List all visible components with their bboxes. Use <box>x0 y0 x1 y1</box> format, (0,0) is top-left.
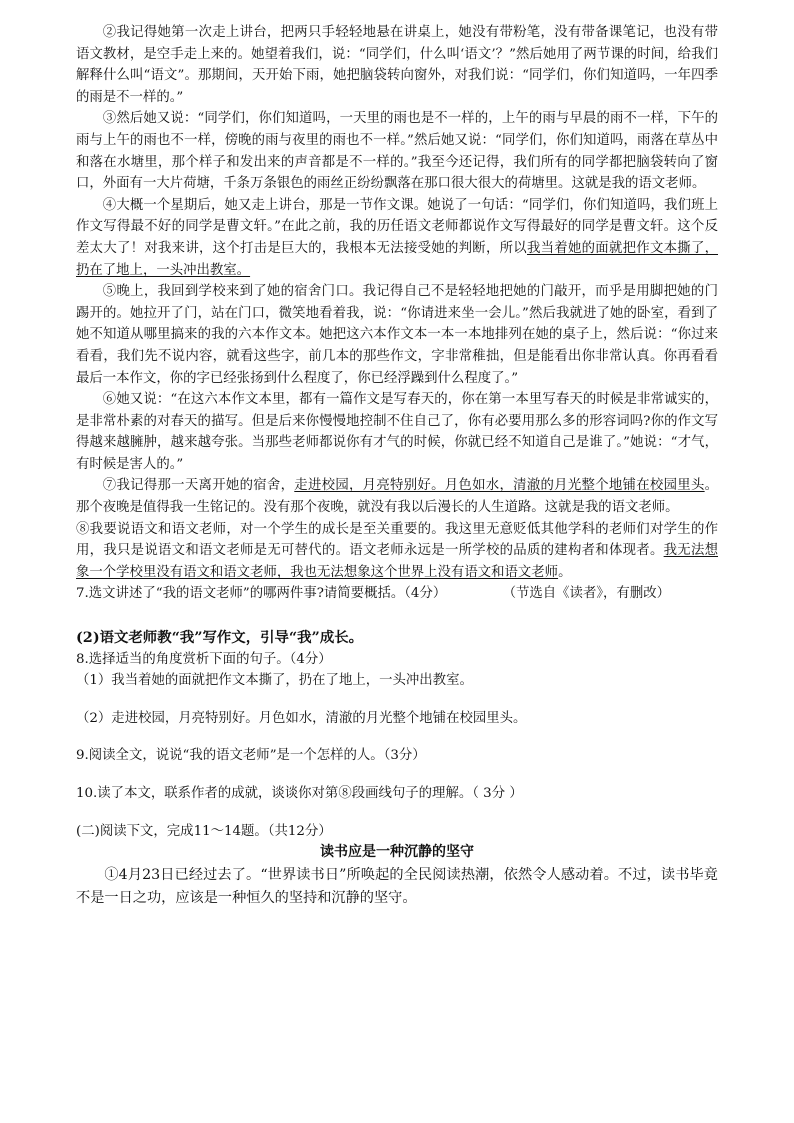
question-7: 7.选文讲述了“我的语文老师”的哪两件事?请简要概括。（4分） <box>76 586 447 602</box>
article-title: 读书应是一种沉静的坚守 <box>320 844 474 861</box>
article-paragraph-1: ①4月23日已经过去了。“世界读书日”所唤起的全民阅读热潮，依然令人感动着。不过，读书毕竟不是一日之功，应该是一种恒久的坚持和沉静的坚守。 <box>76 866 718 906</box>
answer-space-10 <box>76 805 718 821</box>
paragraph-7-rest: 。那个夜晚是值得我一生铭记的。没有那个夜晚，就没有我以后漫长的人生道路。这就是我的语文老师。 <box>76 478 719 516</box>
question-8-part-1: （1）我当着她的面就把作文本撕了，扔在了地上，一头冲出教室。 <box>76 673 473 689</box>
passage-paragraph-5: ⑤晚上，我回到学校来到了她的宿舍门口。我记得自己不是轻轻地把她的门敲开，而乎是用脚把她的门踢开的。她拉开了门，站在门口，微笑地看着我，说：“你请进来坐一会儿。”然后我就进了她的卧室，看到了她不知道从哪里搞来的我的六本作文本。她把这六本作文本一本一本地排列在她的桌子上，然后说：“你过来看看，我们先不说内容，就看这些字，前几本的那些作文，字非常稚拙，但是能看出你非常认真。你再看看最后一本作文，你的字已经张扬到什么程度了，你已经浮躁到什么程度了。” <box>76 284 718 386</box>
underlined-sentence-paragraph-8: 我无法想象一个学校里没有语文和语文老师，我也无法想象这个世界上没有语文和语文老师 <box>76 543 719 580</box>
passage-source: （节选自《读者》，有删改） <box>502 586 670 602</box>
section-2-heading: (2)语文老师教“我”写作文，引导“我”成长。 <box>76 629 363 647</box>
passage-paragraph-6: ⑥她又说：“在这六本作文本里，都有一篇作文是写春天的，你在第一本里写春天的时候是非常诚实的，是非常朴素的对春天的描写。但是后来你慢慢地控制不住自己了，你有必要用那么多的形容词吗?你的作文写得越来越臃肿，越来越夸张。当那些老师都说你有才气的时候，你就已经不知道自己是谁了。”她说：“才气，有时候是害人的。” <box>76 392 718 472</box>
underlined-sentence-tearing: 我当着她的面就把作文本撕了，扔在了地上，一头冲出教室。 <box>76 240 719 278</box>
question-10: 10.读了本文，联系作者的成就，谈谈你对第⑧段画线句子的理解。（ 3分 ） <box>76 786 523 801</box>
paragraph-7-text: ⑦我记得那一天离开她的宿舍， <box>102 478 295 494</box>
paragraph-8-text: ⑧我要说语文和语文老师，对一个学生的成长是至关重要的。我这里无意贬低其他学科的老师们对学生的作用，我只是说语文和语文老师是无可替代的。语文老师永远是一所学校的品质的建构者和体现者。 <box>76 521 718 559</box>
answer-space-8-2 <box>76 729 718 745</box>
question-8: 8.选择适当的角度赏析下面的句子。（4分） <box>76 651 332 667</box>
passage-paragraph-4 <box>76 195 718 281</box>
paragraph-8-end: 。 <box>558 564 572 580</box>
answer-space-9 <box>76 767 718 783</box>
answer-space-7 <box>76 605 718 627</box>
underlined-sentence-moonlight: 走进校园，月亮特别好。月色如水，清澈的月光整个地铺在校园里头 <box>294 478 705 494</box>
part-2-heading: (二)阅读下文，完成11～14题。（共12分） <box>76 823 332 839</box>
passage-paragraph-3: ③然后她又说：“同学们，你们知道吗，一天里的雨也是不一样的，上午的雨与早晨的雨不一样，下午的雨与上午的雨也不一样，傍晚的雨与夜里的雨也不一样。”然后她又说：“同学们，你们知道吗，雨落在草丛中和落在水塘里，那个样子和发出来的声音都是不一样的。”我至今还记得，我们所有的同学都把脑袋转向了窗口，外面有一大片荷塘，千条万条银色的雨丝正纷纷飘落在那口很大很大的荷塘里。这就是我的语文老师。 <box>76 111 718 192</box>
page-content <box>76 22 718 910</box>
question-9: 9.阅读全文，说说“我的语文老师”是一个怎样的人。（3分） <box>76 748 426 764</box>
answer-space-8-1 <box>76 692 718 708</box>
passage-paragraph-2: ②我记得她第一次走上讲台，把两只手轻轻地悬在讲桌上，她没有带粉笔，没有带备课笔记，也没有带语文教材，是空手走上来的。她望着我们，说：“同学们，什么叫‘语文’？”然后她用了两节课的时间，给我们解释什么叫“语文”。那期间，天开始下雨，她把脑袋转向窗外，对我们说：“同学们，你们知道吗，一年四季的雨是不一样的。” <box>76 25 718 105</box>
question-8-part-2: （2）走进校园，月亮特别好。月色如水，清澈的月光整个地铺在校园里头。 <box>76 710 527 726</box>
passage-paragraph-7 <box>76 475 718 518</box>
paragraph-4-text: ④大概一个星期后，她又走上讲台，那是一节作文课。她说了一句话：“同学们，你们知道吗，我们班上作文写得最不好的同学是曹文轩。”在此之前，我的历任语文老师都说作文写得最好的同学是曹文轩。这个反差太大了！对我来讲，这个打击是巨大的，我根本无法接受她的判断，所以 <box>76 197 718 256</box>
